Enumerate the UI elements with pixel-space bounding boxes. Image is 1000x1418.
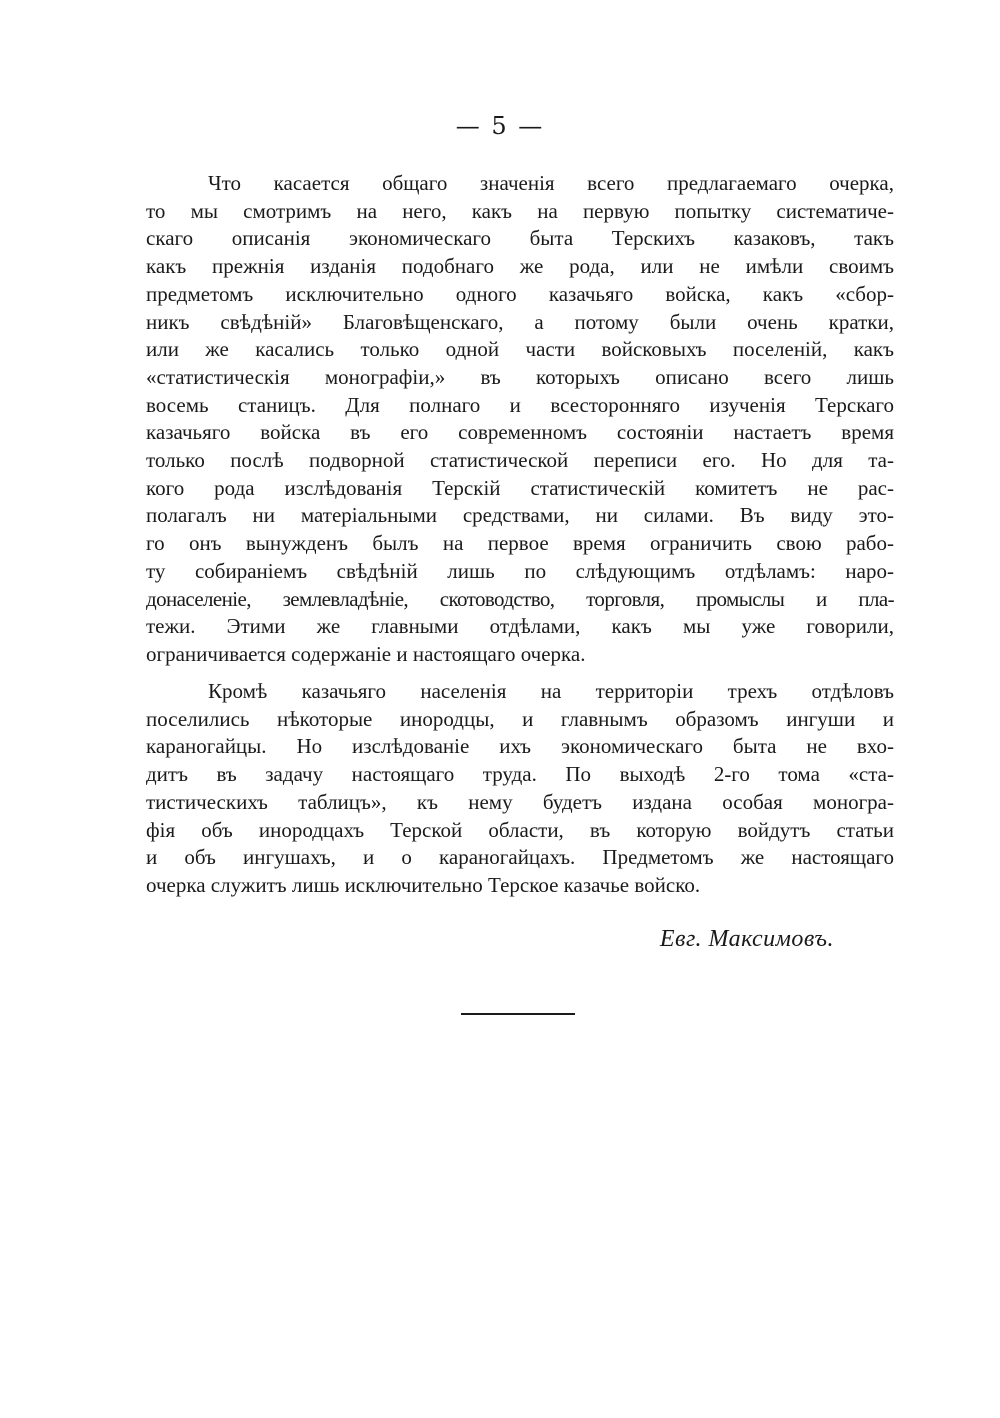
text-line: Что касается общаго значенія всего предлагаемаго очерка, bbox=[208, 171, 894, 195]
text-line: фія объ инородцахъ Терской области, въ которую войдутъ статьи bbox=[146, 817, 894, 842]
text-line: никъ свѣдѣній» Благовѣщенскаго, а потому были очень кратки, bbox=[146, 309, 894, 334]
section-divider bbox=[461, 1013, 575, 1015]
text-line: полагалъ ни матеріальными средствами, ни силами. Въ виду это- bbox=[146, 503, 894, 528]
text-line: тистическихъ таблицъ», къ нему будетъ издана особая моногра- bbox=[146, 789, 894, 814]
page-number: — 5 — bbox=[455, 112, 545, 140]
paragraph-1 bbox=[146, 170, 894, 669]
text-line: скаго описанія экономическаго быта Терскихъ казаковъ, такъ bbox=[146, 226, 894, 251]
text-line: «статистическія монографіи,» въ которыхъ описано всего лишь bbox=[146, 364, 894, 389]
paragraph-2 bbox=[146, 678, 894, 900]
text-line: ту собираніемъ свѣдѣній лишь по слѣдующимъ отдѣламъ: наро- bbox=[146, 558, 894, 583]
text-line: какъ прежнія изданія подобнаго же рода, или не имѣли своимъ bbox=[146, 254, 894, 279]
text-line: то мы смотримъ на него, какъ на первую попытку систематиче- bbox=[146, 198, 894, 223]
text-line: ограничивается содержаніе и настоящаго очерка. bbox=[146, 641, 586, 666]
text-line: и объ ингушахъ, и о караногайцахъ. Предметомъ же настоящаго bbox=[146, 845, 894, 870]
text-line: кого рода изслѣдованія Терскій статистическій комитетъ не рас- bbox=[146, 475, 894, 500]
text-line: казачьяго войска въ его современномъ состояніи настаетъ время bbox=[146, 420, 894, 445]
text-line: тежи. Этими же главными отдѣлами, какъ мы уже говорили, bbox=[146, 614, 894, 639]
text-line: очерка служитъ лишь исключительно Терское казачье войско. bbox=[146, 872, 701, 897]
text-line: восемь станицъ. Для полнаго и всесторонняго изученія Терскаго bbox=[146, 392, 894, 417]
text-line: дитъ въ задачу настоящаго труда. По выходѣ 2-го тома «ста- bbox=[146, 762, 894, 787]
text-line: Кромѣ казачьяго населенія на территоріи трехъ отдѣловъ bbox=[208, 679, 894, 703]
text-line: предметомъ исключительно одного казачьяго войска, какъ «сбор- bbox=[146, 281, 894, 306]
author-signature: Евг. Максимовъ. bbox=[659, 926, 834, 952]
text-line: или же касались только одной части войсковыхъ поселеній, какъ bbox=[146, 337, 894, 362]
text-line: поселились нѣкоторые инородцы, и главнымъ образомъ ингуши и bbox=[146, 706, 894, 731]
text-line: донаселеніе, землевладѣніе, скотоводство, торговля, промыслы и пла- bbox=[146, 586, 894, 611]
text-line: только послѣ подворной статистической переписи его. Но для та- bbox=[146, 448, 894, 473]
text-line: караногайцы. Но изслѣдованіе ихъ экономическаго быта не вхо- bbox=[146, 734, 894, 759]
text-line: го онъ вынужденъ былъ на первое время ограничить свою рабо- bbox=[146, 531, 894, 556]
